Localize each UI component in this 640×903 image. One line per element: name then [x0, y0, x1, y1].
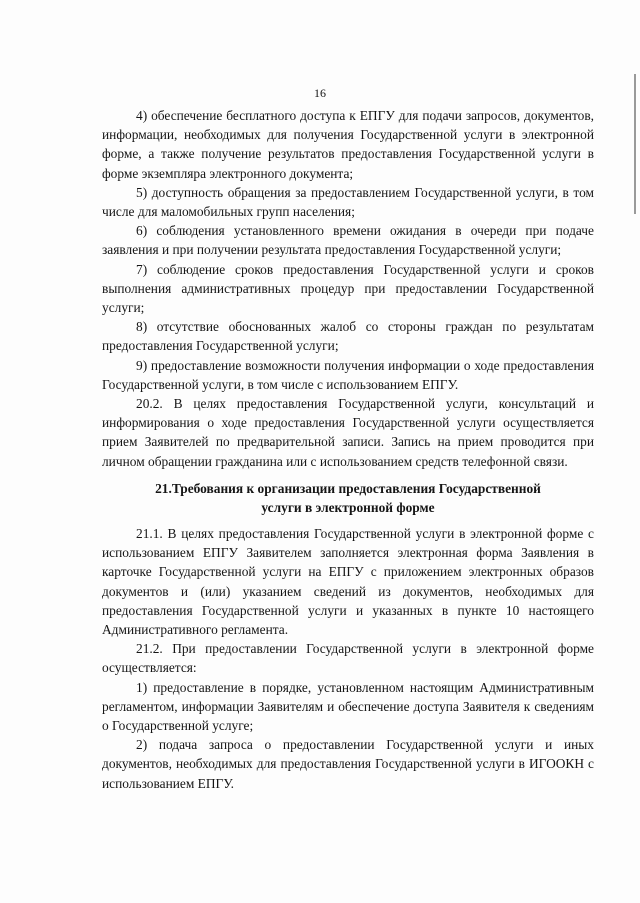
paragraph-item-7: 7) соблюдение сроков предоставления Государственной услуги и сроков выполнения административных процедур при предоставлении Государственной услуги;	[102, 261, 594, 316]
section-heading	[102, 479, 594, 517]
paragraph-item-5: 5) доступность обращения за предоставлением Государственной услуги, в том числе для маломобильных групп населения;	[102, 184, 594, 220]
paragraph-item-8: 8) отсутствие обоснованных жалоб со стороны граждан по результатам предоставления Государственной услуги;	[102, 319, 594, 354]
paragraph-item-9: 9) предоставление возможности получения информации о ходе предоставления Государственной услуги, в том числе с использованием ЕПГУ.	[102, 357, 594, 392]
paragraph-item-4: 4) обеспечение бесплатного доступа к ЕПГУ для подачи запросов, документов, информации, необходимых для получения Государственной услуги в электронной форме, а также получение результатов предоставления Государственной услуги в форме экземпляра электронного документа;	[102, 108, 594, 181]
paragraph-21-2: 21.2. При предоставлении Государственной услуги в электронной форме осуществляется:	[102, 641, 594, 676]
body-text-top	[102, 106, 594, 471]
page-number: 16	[314, 86, 326, 100]
section-heading-line-1: 21.Требования к организации предоставления Государственной	[155, 481, 541, 496]
paragraph-item-6: 6) соблюдения установленного времени ожидания в очереди при подаче заявления и при получении результата предоставления Государственной услуги;	[102, 223, 594, 258]
paragraph-21-2-item-2: 2) подача запроса о предоставлении Государственной услуги и иных документов, необходимых для предоставления Государственной услуги в ИГООКН с использованием ЕПГУ.	[102, 737, 594, 791]
body-text-bottom	[102, 524, 594, 793]
paragraph-21-2-item-1: 1) предоставление в порядке, установленном настоящим Административным регламентом, информации Заявителям и обеспечение доступа Заявителя к сведениям о Государственной услуге;	[102, 679, 594, 734]
section-heading-line-2: услуги в электронной форме	[261, 500, 435, 516]
paragraph-21-1: 21.1. В целях предоставления Государственной услуги в электронной форме с использованием ЕПГУ Заявителем заполняется электронная форма Заявления в карточке Государственной услуги на ЕПГУ с приложением электронных образов документов и (или) указанием сведений из документов, необходимых для предоставления Государственной услуги и указанных в пункте 10 настоящего Административного регламента.	[102, 526, 594, 638]
paragraph-20-2: 20.2. В целях предоставления Государственной услуги, консультаций и информирования о ходе предоставления Государственной услуги осуществляется прием Заявителей по предварительной записи. Запись на прием проводится при личном обращении гражданина или с использованием средств телефонной связи.	[102, 396, 594, 469]
